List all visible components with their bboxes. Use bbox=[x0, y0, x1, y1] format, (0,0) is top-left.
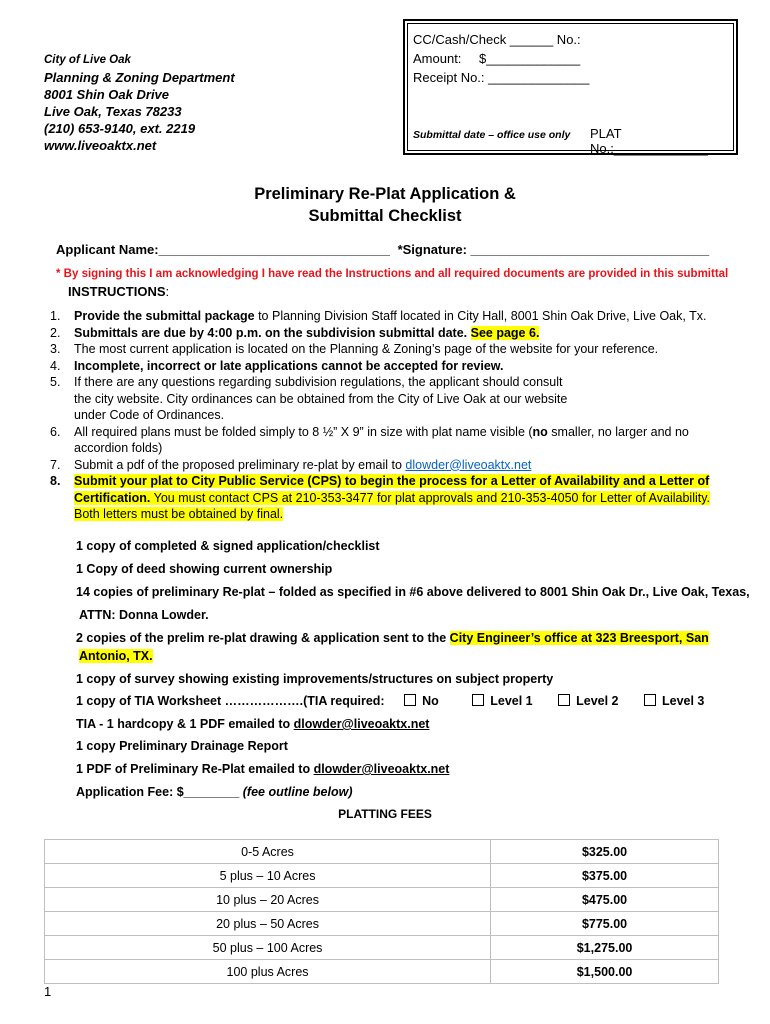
tia-no-checkbox[interactable] bbox=[404, 694, 416, 706]
instruction-item bbox=[44, 457, 724, 474]
instruction-number: 3. bbox=[50, 342, 61, 356]
instruction-8-bold: Submit your plat to City Public Service (CPS) to begin the process for a Letter of Availability and a Letter of Certification. bbox=[74, 474, 710, 505]
tia-level3-checkbox[interactable] bbox=[644, 694, 656, 706]
instructions-heading bbox=[68, 284, 169, 299]
tia-no-label: No bbox=[422, 694, 439, 708]
instruction-1-bold: Provide the submittal package bbox=[74, 309, 255, 323]
receipt-label: Receipt No.: bbox=[413, 70, 485, 85]
instruction-4-bold: Incomplete, incorrect or late applications cannot be accepted for review. bbox=[74, 358, 504, 373]
instruction-7-text: Submit a pdf of the proposed preliminary re-plat by email to bbox=[74, 457, 406, 472]
signature-field[interactable]: _________________________________ bbox=[470, 242, 710, 257]
checklist-item-continued: ATTN: Donna Lowder. bbox=[79, 608, 209, 622]
tia-email-link[interactable]: dlowder@liveoaktx.net bbox=[293, 717, 430, 731]
amount-field bbox=[413, 51, 580, 66]
fee-amount: $325.00 bbox=[491, 840, 719, 864]
tia-worksheet-row bbox=[76, 694, 704, 708]
fee-outline-note: (fee outline below) bbox=[239, 785, 353, 799]
instruction-number: 5. bbox=[50, 375, 61, 389]
title-line-2: Submittal Checklist bbox=[308, 207, 462, 225]
street-address: 8001 Shin Oak Drive bbox=[44, 87, 170, 102]
city-name: City of Live Oak bbox=[44, 54, 131, 66]
amount-label: Amount: bbox=[413, 51, 462, 66]
instruction-number: 4. bbox=[50, 358, 61, 373]
city-engineer-highlight: City Engineer’s office at 323 Breesport, San bbox=[449, 631, 709, 645]
instruction-item bbox=[44, 473, 724, 523]
amount-value: $_____________ bbox=[479, 51, 581, 66]
tia-worksheet-label: 1 copy of TIA Worksheet ……………….(TIA required: bbox=[76, 694, 385, 708]
instruction-number: 6. bbox=[50, 424, 61, 439]
instructions-heading-colon: : bbox=[165, 284, 170, 299]
title-line-1: Preliminary Re-Plat Application & bbox=[254, 185, 516, 203]
instruction-2-bold: Submittals are due by 4:00 p.m. on the subdivision submittal date. bbox=[74, 325, 468, 340]
instruction-item bbox=[44, 424, 724, 457]
phone-number: (210) 653-9140, ext. 2219 bbox=[44, 121, 196, 136]
applicant-name-label: Applicant Name: bbox=[56, 242, 159, 257]
instruction-5-text: If there are any questions regarding subdivision regulations, the applicant should consult the city website. City ordinances can be obtained from the City of Live Oak at our website under Code of Ordinances. bbox=[74, 375, 568, 422]
instruction-3-text: The most current application is located on the Planning & Zoning’s page of the website for your reference. bbox=[74, 342, 659, 356]
instruction-1-text: to Planning Division Staff located in City Hall, 8001 Shin Oak Drive, Live Oak, Tx. bbox=[254, 309, 707, 323]
tia-level2-checkbox[interactable] bbox=[558, 694, 570, 706]
instruction-number: 7. bbox=[50, 457, 61, 472]
fee-amount: $475.00 bbox=[491, 888, 719, 912]
instructions-list bbox=[44, 308, 724, 523]
department-name: Planning & Zoning Department bbox=[44, 70, 235, 85]
fee-acreage: 0-5 Acres bbox=[45, 840, 491, 864]
fee-row bbox=[45, 936, 719, 960]
instruction-6-text-b: smaller, no larger and no accordion folds) bbox=[74, 424, 689, 455]
instructions-heading-text: INSTRUCTIONS bbox=[68, 284, 166, 299]
fee-amount: $1,275.00 bbox=[491, 936, 719, 960]
receipt-blank: ______________ bbox=[488, 70, 590, 85]
city-engineer-highlight-2: Antonio, TX. bbox=[79, 649, 153, 663]
instruction-item bbox=[44, 308, 724, 325]
fee-amount: $375.00 bbox=[491, 864, 719, 888]
page-number: 1 bbox=[44, 984, 52, 999]
applicant-name-field[interactable]: ________________________________ bbox=[158, 242, 390, 257]
instruction-8-text: You must contact CPS at 210-353-3477 for plat approvals and 210-353-4050 for Letter of Availability. Both letters must be obtained by final. bbox=[74, 490, 711, 521]
pdf-email-link[interactable]: dlowder@liveoaktx.net bbox=[313, 762, 450, 776]
organization-address-block bbox=[44, 52, 235, 154]
instruction-item bbox=[44, 341, 724, 358]
instruction-number: 8. bbox=[50, 474, 61, 488]
instruction-number: 1. bbox=[50, 309, 61, 323]
checklist-item bbox=[76, 762, 449, 776]
instruction-2-highlight: See page 6. bbox=[470, 325, 540, 340]
fee-acreage: 100 plus Acres bbox=[45, 960, 491, 984]
platting-fees-heading: PLATTING FEES bbox=[338, 807, 432, 821]
payment-method-field: CC/Cash/Check ______ No.: bbox=[413, 32, 581, 47]
tia-level3-label: Level 3 bbox=[661, 694, 705, 708]
website: www.liveoaktx.net bbox=[44, 138, 157, 153]
fee-acreage: 5 plus – 10 Acres bbox=[45, 864, 491, 888]
instruction-6-text-a: All required plans must be folded simply to 8 ½” X 9” in size with plat name visible ( bbox=[74, 424, 533, 439]
pdf-email-text: 1 PDF of Preliminary Re-Plat emailed to bbox=[76, 762, 314, 776]
fee-row bbox=[45, 912, 719, 936]
fee-row bbox=[45, 840, 719, 864]
city-engineer-text: 2 copies of the prelim re-plat drawing & application sent to the bbox=[76, 631, 450, 645]
fee-acreage: 20 plus – 50 Acres bbox=[45, 912, 491, 936]
instruction-7-email-link[interactable]: dlowder@liveoaktx.net bbox=[405, 457, 532, 472]
receipt-field bbox=[413, 70, 589, 85]
tia-level1-label: Level 1 bbox=[490, 694, 533, 708]
page-title bbox=[0, 183, 770, 227]
instruction-6-bold: no bbox=[532, 424, 548, 439]
checklist-item: 14 copies of preliminary Re-plat – folded as specified in #6 above delivered to 8001 Shin Oak Dr., Live Oak, Texas, bbox=[76, 585, 750, 599]
tia-level1-checkbox[interactable] bbox=[472, 694, 484, 706]
checklist-item: 1 Copy of deed showing current ownership bbox=[76, 562, 333, 576]
fee-amount: $775.00 bbox=[491, 912, 719, 936]
checklist-item bbox=[76, 717, 429, 731]
checklist-item: 1 copy of survey showing existing improvements/structures on subject property bbox=[76, 672, 554, 686]
fee-row bbox=[45, 864, 719, 888]
checklist-item: 1 copy of completed & signed application/checklist bbox=[76, 539, 380, 553]
fee-row bbox=[45, 960, 719, 984]
checklist-item bbox=[76, 631, 709, 645]
application-fee-label: Application Fee: $ bbox=[76, 785, 184, 799]
checklist-item-continued bbox=[79, 649, 153, 663]
fee-row bbox=[45, 888, 719, 912]
tia-level2-label: Level 2 bbox=[576, 694, 619, 708]
fee-acreage: 10 plus – 20 Acres bbox=[45, 888, 491, 912]
application-fee-field[interactable]: ________ bbox=[183, 785, 240, 799]
instruction-number: 2. bbox=[50, 325, 61, 340]
fee-acreage: 50 plus – 100 Acres bbox=[45, 936, 491, 960]
platting-fees-table bbox=[44, 839, 719, 984]
applicant-signature-row bbox=[56, 242, 709, 257]
city-state-zip: Live Oak, Texas 78233 bbox=[44, 104, 182, 119]
instruction-item bbox=[44, 358, 724, 375]
instruction-item bbox=[44, 374, 724, 424]
fee-amount: $1,500.00 bbox=[491, 960, 719, 984]
fees-table-body bbox=[45, 840, 719, 984]
acknowledgement-note: * By signing this I am acknowledging I have read the Instructions and all required documents are provided in this submittal bbox=[56, 268, 729, 280]
office-use-box bbox=[403, 19, 738, 155]
submittal-date-note: Submittal date – office use only bbox=[413, 129, 571, 141]
instruction-item bbox=[44, 325, 724, 342]
tia-email-text: TIA - 1 hardcopy & 1 PDF emailed to bbox=[76, 717, 294, 731]
plat-number-field: PLAT No.:_____________ bbox=[590, 126, 708, 156]
application-fee-row bbox=[76, 785, 352, 799]
checklist-item: 1 copy Preliminary Drainage Report bbox=[76, 739, 288, 753]
signature-label: *Signature: bbox=[397, 242, 467, 257]
